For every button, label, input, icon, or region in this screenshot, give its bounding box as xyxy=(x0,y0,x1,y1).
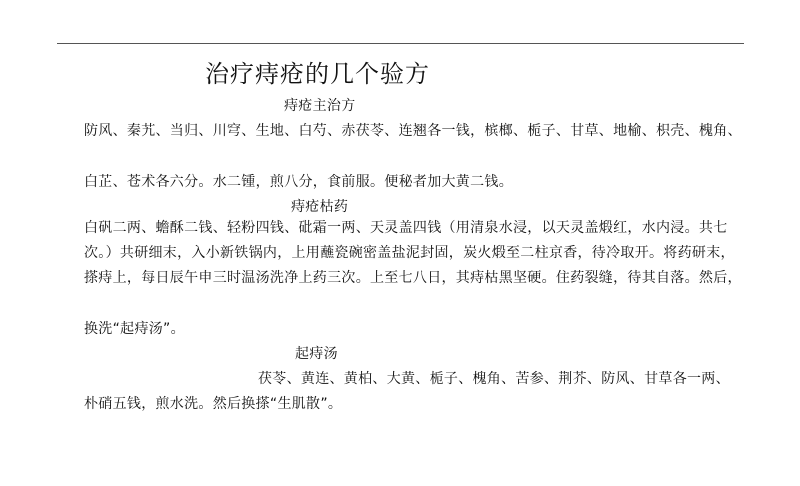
section-heading-qizhi-decoction: 起痔汤 xyxy=(295,346,338,362)
paragraph-line: 搽痔上，每日辰午申三时温汤洗净上药三次。上至七八日，其痔枯黑坚硬。住药裂缝，待其自落。然后， xyxy=(84,270,742,286)
paragraph-line: 茯苓、黄连、黄柏、大黄、栀子、槐角、苦参、荆芥、防风、甘草各一两、 xyxy=(258,371,730,387)
paragraph-line: 白矾二两、蟾酥二钱、轻粉四钱、砒霜一两、天灵盖四钱（用清泉水浸，以天灵盖煅红，水内浸。共七 xyxy=(84,220,728,236)
top-divider xyxy=(57,43,744,44)
paragraph-line: 白芷、苍术各六分。水二锺，煎八分，食前服。便秘者加大黄二钱。 xyxy=(84,174,513,190)
document-title: 治疗痔疮的几个验方 xyxy=(205,60,430,88)
paragraph-line: 防风、秦艽、当归、川穹、生地、白芍、赤茯苓、连翘各一钱，槟榔、栀子、甘草、地榆、枳壳、槐角、 xyxy=(84,123,742,139)
paragraph-line: 换洗“起痔汤”。 xyxy=(84,321,185,337)
paragraph-line: 朴硝五钱，煎水洗。然后换搽“生肌散”。 xyxy=(84,396,343,412)
section-heading-hemorrhoid-main-remedy: 痔疮主治方 xyxy=(284,98,356,114)
paragraph-line: 次。）共研细末，入小新铁锅内，上用蘸瓷碗密盖盐泥封固，炭火煅至二柱京香，待冷取开。将药研末， xyxy=(84,245,735,261)
section-heading-hemorrhoid-withering-remedy: 痔疮枯药 xyxy=(291,199,349,215)
